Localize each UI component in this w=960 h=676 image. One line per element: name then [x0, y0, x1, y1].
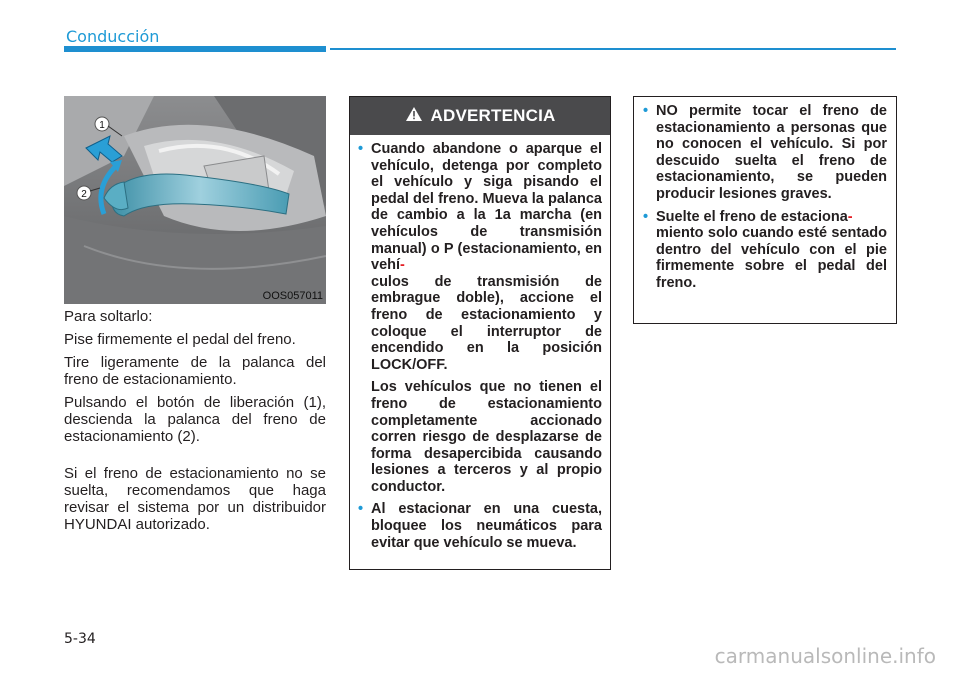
warning-title: ADVERTENCIA: [430, 106, 556, 125]
bullet-dot-icon: •: [358, 501, 364, 518]
page-number: 5-34: [64, 631, 96, 647]
warning-box: [349, 96, 611, 570]
left-column-text: [64, 308, 326, 539]
bullet-dot-icon: •: [358, 141, 364, 157]
watermark: carmanualsonline.info: [714, 644, 936, 668]
callout-2: 2: [81, 189, 87, 200]
callout-1: 1: [99, 120, 105, 131]
header-rule-thick: [64, 46, 326, 52]
warning-triangle-icon: [405, 106, 423, 127]
list-item: [643, 209, 887, 292]
info-text: Suelte el freno de estaciona- miento solo cuando esté sentado dentro del vehículo con el pie firmemente sobre el pedal del freno.: [656, 208, 887, 291]
info-text: NO permite tocar el freno de estacionamiento a personas que no conocen el vehículo. Si por descuido suelta el freno de estacionamiento, se pueden producir lesiones graves.: [656, 103, 887, 202]
parking-brake-figure: [64, 96, 326, 304]
info-box: [633, 96, 897, 324]
info-body: [634, 97, 896, 292]
warning-text: Cuando abandone o aparque el vehículo, detenga por completo el vehículo y siga pisando el pedal del freno. Mueva la palanca de cambio a la 1a marcha (en vehículos de transmisión manual) o P (estacionamiento, en vehí- culos de transmisión de embrague doble), accione el freno de estacionamiento y coloque el interruptor de encendido en la posición LOCK/OFF.: [371, 141, 602, 373]
warning-body: [350, 135, 610, 551]
figure-code: OOS057011: [262, 290, 323, 302]
paragraph: Pise firmemente el pedal del freno.: [64, 331, 296, 348]
paragraph: Si el freno de estacionamiento no se suelta, recomendamos que haga revisar el sistema por un distribuidor HYUNDAI autorizado.: [64, 465, 326, 533]
list-item: [358, 501, 602, 551]
paragraph: Tire ligeramente de la palanca del freno de estacionamiento.: [64, 354, 326, 388]
warning-text: Al estacionar en una cuesta, bloquee los neumáticos para evitar que vehículo se mueva.: [371, 501, 602, 551]
section-title: Conducción: [66, 27, 160, 46]
bullet-dot-icon: •: [643, 103, 649, 119]
warning-header: [350, 97, 610, 135]
list-item: [358, 141, 602, 495]
paragraph: Para soltarlo:: [64, 308, 153, 325]
paragraph: Pulsando el botón de liberación (1), descienda la palanca del freno de estacionamiento (2).: [64, 394, 326, 445]
warning-text: Los vehículos que no tienen el freno de estacionamiento completamente accionado corren riesgo de desplazarse de forma desapercibida causando lesiones a terceros y al propio conductor.: [371, 379, 602, 495]
list-item: [643, 103, 887, 203]
header-rule-thin: [330, 48, 896, 50]
parking-brake-illustration: [64, 96, 326, 304]
bullet-dot-icon: •: [643, 208, 649, 225]
